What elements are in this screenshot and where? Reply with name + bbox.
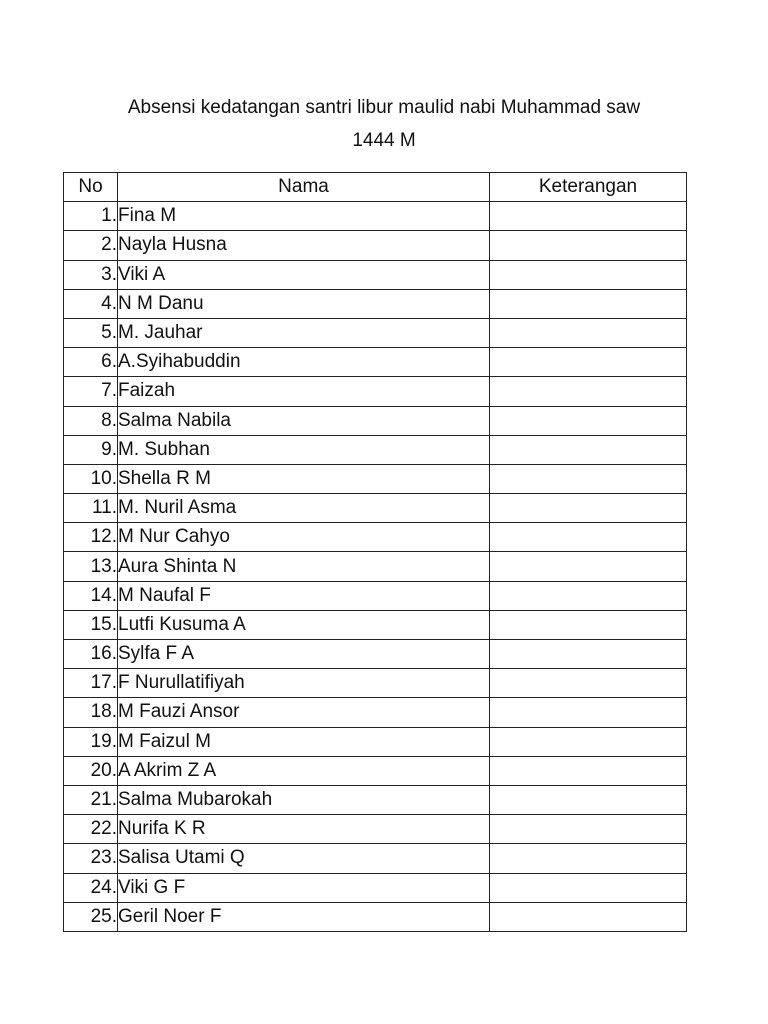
student-name: Sylfa F A — [118, 640, 490, 669]
keterangan-cell — [490, 552, 687, 581]
table-row — [64, 756, 687, 785]
row-number: 1. — [64, 202, 118, 231]
row-number: 9. — [64, 435, 118, 464]
table-row — [64, 464, 687, 493]
table-row — [64, 640, 687, 669]
row-number: 4. — [64, 289, 118, 318]
table-row — [64, 669, 687, 698]
table-row — [64, 523, 687, 552]
keterangan-cell — [490, 581, 687, 610]
student-name: Salma Nabila — [118, 406, 490, 435]
student-name: F Nurullatifiyah — [118, 669, 490, 698]
row-number: 6. — [64, 348, 118, 377]
keterangan-cell — [490, 260, 687, 289]
table-row — [64, 348, 687, 377]
document-title: Absensi kedatangan santri libur maulid nabi Muhammad saw — [127, 97, 641, 118]
student-name: M Fauzi Ansor — [118, 698, 490, 727]
table-row — [64, 318, 687, 347]
table-row — [64, 260, 687, 289]
table-row — [64, 435, 687, 464]
student-name: M Nur Cahyo — [118, 523, 490, 552]
keterangan-cell — [490, 727, 687, 756]
row-number: 20. — [64, 756, 118, 785]
row-number: 18. — [64, 698, 118, 727]
keterangan-cell — [490, 844, 687, 873]
keterangan-cell — [490, 348, 687, 377]
keterangan-cell — [490, 231, 687, 260]
row-number: 2. — [64, 231, 118, 260]
keterangan-cell — [490, 464, 687, 493]
table-row — [64, 377, 687, 406]
row-number: 15. — [64, 610, 118, 639]
keterangan-cell — [490, 902, 687, 931]
student-name: M. Subhan — [118, 435, 490, 464]
table-row — [64, 727, 687, 756]
table-row — [64, 231, 687, 260]
row-number: 24. — [64, 873, 118, 902]
keterangan-cell — [490, 640, 687, 669]
row-number: 14. — [64, 581, 118, 610]
student-name: M Faizul M — [118, 727, 490, 756]
table-row — [64, 581, 687, 610]
row-number: 11. — [64, 494, 118, 523]
keterangan-cell — [490, 698, 687, 727]
student-name: N M Danu — [118, 289, 490, 318]
student-name: Viki G F — [118, 873, 490, 902]
table-row — [64, 815, 687, 844]
row-number: 10. — [64, 464, 118, 493]
row-number: 19. — [64, 727, 118, 756]
keterangan-cell — [490, 873, 687, 902]
table-row — [64, 844, 687, 873]
student-name: M. Jauhar — [118, 318, 490, 347]
table-row — [64, 406, 687, 435]
student-name: Aura Shinta N — [118, 552, 490, 581]
student-name: Viki A — [118, 260, 490, 289]
student-name: M. Nuril Asma — [118, 494, 490, 523]
table-row — [64, 494, 687, 523]
table-row — [64, 202, 687, 231]
student-name: Shella R M — [118, 464, 490, 493]
keterangan-cell — [490, 523, 687, 552]
table-row — [64, 698, 687, 727]
keterangan-cell — [490, 610, 687, 639]
student-name: A Akrim Z A — [118, 756, 490, 785]
row-number: 17. — [64, 669, 118, 698]
student-name: Geril Noer F — [118, 902, 490, 931]
table-row — [64, 873, 687, 902]
table-row — [64, 610, 687, 639]
table-row — [64, 785, 687, 814]
document-subtitle-year: 1444 M — [352, 130, 416, 151]
row-number: 22. — [64, 815, 118, 844]
keterangan-cell — [490, 202, 687, 231]
student-name: Nurifa K R — [118, 815, 490, 844]
row-number: 12. — [64, 523, 118, 552]
table-row — [64, 289, 687, 318]
column-header-no: No — [64, 173, 118, 202]
student-name: Nayla Husna — [118, 231, 490, 260]
column-header-nama: Nama — [118, 173, 490, 202]
student-name: Faizah — [118, 377, 490, 406]
keterangan-cell — [490, 406, 687, 435]
keterangan-cell — [490, 318, 687, 347]
table-header-row — [64, 173, 687, 202]
keterangan-cell — [490, 669, 687, 698]
student-name: Salisa Utami Q — [118, 844, 490, 873]
student-name: A.Syihabuddin — [118, 348, 490, 377]
column-header-keterangan: Keterangan — [490, 173, 687, 202]
row-number: 7. — [64, 377, 118, 406]
attendance-table — [63, 172, 687, 932]
table-row — [64, 902, 687, 931]
row-number: 23. — [64, 844, 118, 873]
row-number: 25. — [64, 902, 118, 931]
keterangan-cell — [490, 377, 687, 406]
keterangan-cell — [490, 785, 687, 814]
row-number: 3. — [64, 260, 118, 289]
row-number: 8. — [64, 406, 118, 435]
keterangan-cell — [490, 494, 687, 523]
student-name: Lutfi Kusuma A — [118, 610, 490, 639]
keterangan-cell — [490, 289, 687, 318]
row-number: 16. — [64, 640, 118, 669]
row-number: 5. — [64, 318, 118, 347]
row-number: 13. — [64, 552, 118, 581]
student-name: Fina M — [118, 202, 490, 231]
student-name: M Naufal F — [118, 581, 490, 610]
keterangan-cell — [490, 435, 687, 464]
table-row — [64, 552, 687, 581]
keterangan-cell — [490, 756, 687, 785]
row-number: 21. — [64, 785, 118, 814]
table-body — [64, 202, 687, 932]
keterangan-cell — [490, 815, 687, 844]
student-name: Salma Mubarokah — [118, 785, 490, 814]
